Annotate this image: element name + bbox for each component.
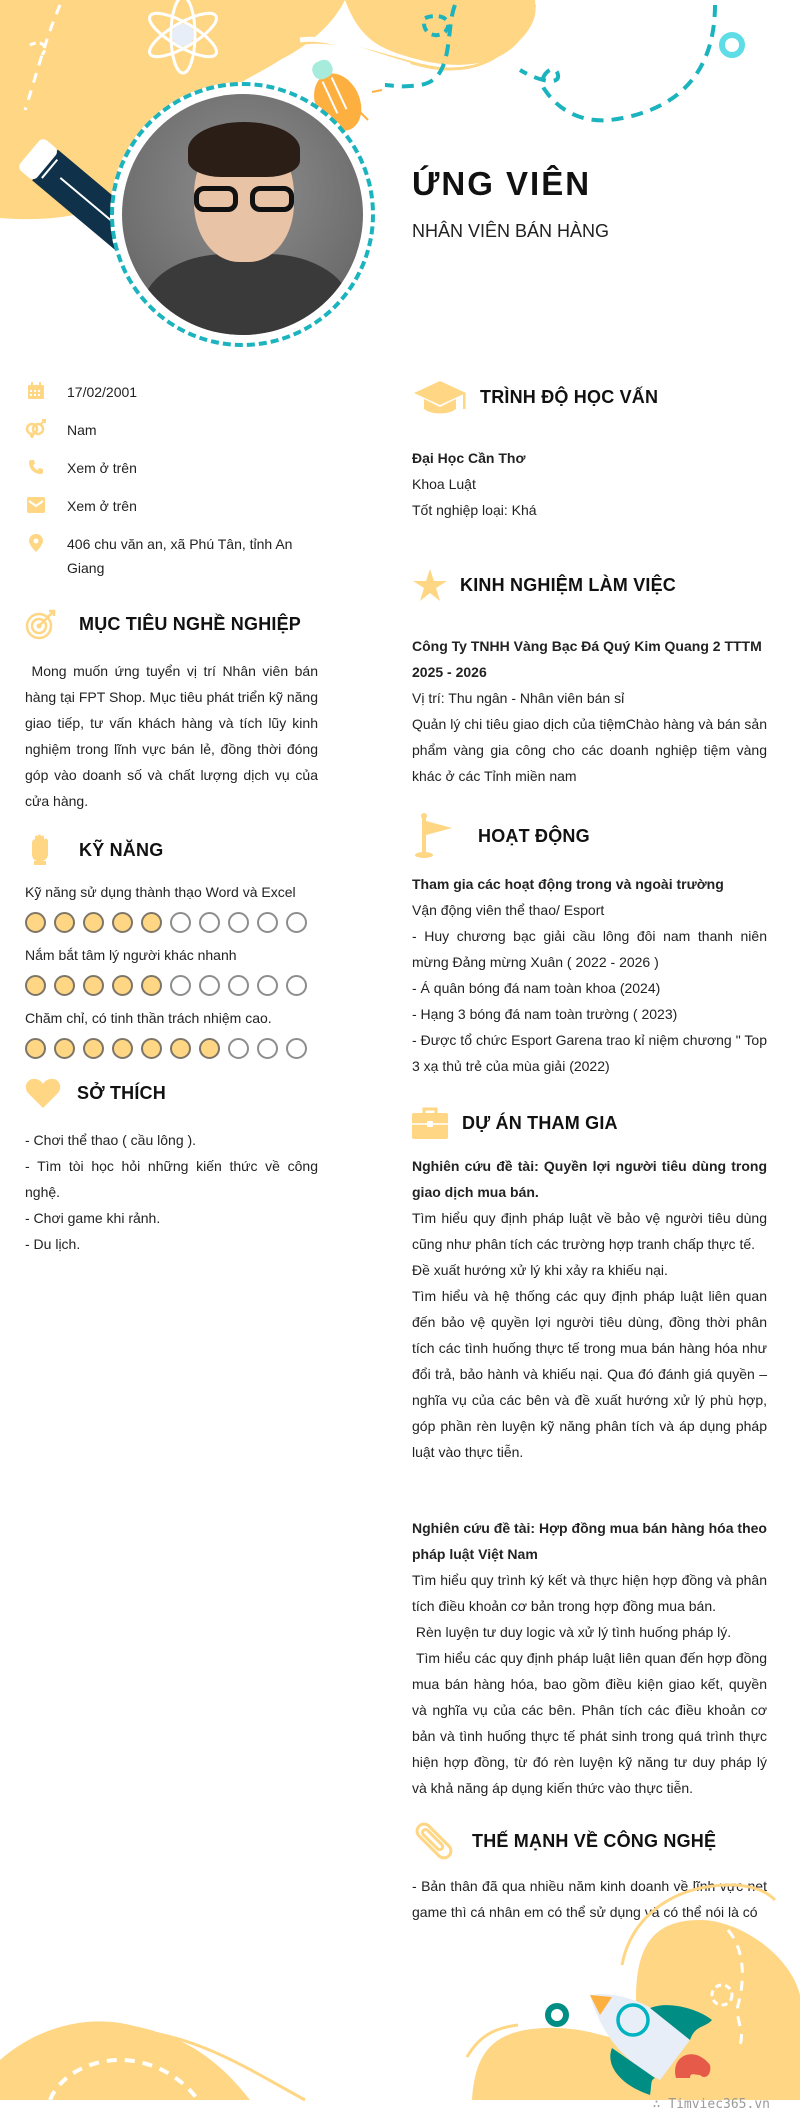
activity-item: - Huy chương bạc giải cầu lông đôi nam thanh niên mừng Đảng mừng Xuân ( 2022 - 2026 ) [412, 928, 767, 970]
projects-section [412, 1101, 771, 1801]
rating-dot-empty [286, 975, 307, 996]
info-phone [25, 456, 318, 480]
rating-dot-filled [141, 1038, 162, 1059]
rating-dot-empty [257, 975, 278, 996]
rating-dot-filled [54, 1038, 75, 1059]
rating-dot-filled [54, 912, 75, 933]
objective-header [25, 602, 318, 646]
activities-header [412, 811, 767, 861]
hobby-item: - Chơi thể thao ( cầu lông ). [25, 1132, 197, 1148]
activities-title: HOẠT ĐỘNG [478, 825, 590, 846]
watermark: ∴ Timviec365.vn [652, 2097, 770, 2112]
rating-dot-filled [83, 1038, 104, 1059]
skill-item [25, 1006, 318, 1059]
major: Khoa Luật [412, 476, 476, 492]
graduation-grade: Tốt nghiệp loại: Khá [412, 502, 537, 518]
job-title: NHÂN VIÊN BÁN HÀNG [412, 221, 610, 241]
skills-section [25, 828, 318, 1059]
activities-heading: Tham gia các hoạt động trong và ngoài trường [412, 876, 724, 892]
rating-dot-filled [25, 912, 46, 933]
info-birthdate [25, 380, 318, 404]
objective-title: MỤC TIÊU NGHỀ NGHIỆP [79, 613, 302, 634]
education-header [412, 375, 767, 419]
tech-strength-text: - Bản thân đã qua nhiều năm kinh doanh về lĩnh vực net game thì cá nhân em có thể sử dụng và có thể nói là có [412, 1878, 767, 1920]
education-title: TRÌNH ĐỘ HỌC VẤN [480, 386, 659, 407]
email-value: Xem ở trên [67, 498, 137, 514]
skill-name: Nắm bắt tâm lý người khác nhanh [25, 947, 237, 963]
school-name: Đại Học Cần Thơ [412, 450, 526, 466]
activity-item: - Hạng 3 bóng đá nam toàn trường ( 2023) [412, 1006, 678, 1022]
name-block [412, 165, 609, 242]
project-item [412, 1153, 767, 1465]
location-pin-icon [25, 532, 47, 554]
rating-dot-filled [54, 975, 75, 996]
rating-dot-empty [257, 1038, 278, 1059]
work-description: Quản lý chi tiêu giao dịch của tiệmChào hàng và bán sản phẩm vàng gia công cho các doanh nghiệp tiệm vàng khác ở các Tỉnh miền nam [412, 716, 767, 784]
footer-decoration [0, 1880, 800, 2125]
education-section [412, 375, 767, 523]
hobby-item: - Chơi game khi rảnh. [25, 1210, 161, 1226]
rating-dot-filled [199, 1038, 220, 1059]
rating-dot-empty [257, 912, 278, 933]
rating-dot-empty [199, 975, 220, 996]
gender-value: Nam [67, 422, 97, 438]
skill-rating [25, 912, 318, 933]
hobbies-header [25, 1071, 318, 1115]
activity-item: - Được tổ chức Esport Garena trao kỉ niệm chương " Top 3 xạ thủ trẻ của mùa giải (2022) [412, 1032, 767, 1074]
graduation-cap-icon [412, 375, 468, 419]
address-value: 406 chu văn an, xã Phú Tân, tỉnh An Giang [67, 536, 293, 576]
candidate-name: ỨNG VIÊN [412, 165, 592, 202]
work-period: 2025 - 2026 [412, 664, 487, 680]
birthdate-value: 17/02/2001 [67, 384, 138, 400]
rating-dot-empty [199, 912, 220, 933]
rating-dot-filled [112, 975, 133, 996]
rating-dot-empty [170, 975, 191, 996]
work-position: Vị trí: Thu ngân - Nhân viên bán sỉ [412, 690, 625, 706]
hobby-item: - Du lịch. [25, 1236, 81, 1252]
tech-strength-title: THẾ MẠNH VỀ CÔNG NGHỆ [472, 1830, 717, 1851]
calendar-icon [25, 380, 47, 402]
project-heading: Nghiên cứu đề tài: Hợp đồng mua bán hàng hóa theo pháp luật Việt Nam [412, 1520, 767, 1562]
experience-section [412, 563, 767, 789]
rating-dot-empty [286, 1038, 307, 1059]
info-email [25, 494, 318, 518]
skill-name: Kỹ năng sử dụng thành thạo Word và Excel [25, 884, 296, 900]
rating-dot-filled [25, 975, 46, 996]
skill-rating [25, 1038, 318, 1059]
rating-dot-empty [170, 912, 191, 933]
flag-icon [412, 811, 456, 861]
personal-info [25, 380, 318, 580]
star-icon [412, 563, 448, 607]
objective-section [25, 602, 322, 814]
profile-photo [122, 94, 363, 335]
skill-rating [25, 975, 318, 996]
project-line: Đề xuất hướng xử lý khi xảy ra khiếu nại. [412, 1262, 668, 1278]
company-name: Công Ty TNHH Vàng Bạc Đá Quý Kim Quang 2 TTTM [412, 638, 762, 654]
objective-text: Mong muốn ứng tuyển vị trí Nhân viên bán hàng tại FPT Shop. Mục tiêu phát triển kỹ năng giao tiếp, tư vấn khách hàng và tích lũy kinh nghiệm trong lĩnh vực bán lẻ, đồng thời đóng góp vào doanh số và chất lượng dịch vụ của cửa hàng. [25, 663, 322, 809]
hand-icon [25, 828, 57, 872]
right-column [412, 375, 771, 1925]
project-line: Tìm hiểu các quy định pháp luật liên quan đến hợp đồng mua bán hàng hóa, bao gồm điều kiện giao kết, quyền và nghĩa vụ của các bên. Phân tích các điều khoản cơ bản và tình huống thực tế phát sinh trong quá trình thực hiện hợp đồng, từ đó rèn luyện kỹ năng tư duy pháp lý và khả năng áp dụng kiến thức vào thực tiễn. [412, 1650, 771, 1796]
rating-dot-filled [83, 912, 104, 933]
project-item [412, 1515, 771, 1801]
rating-dot-empty [228, 975, 249, 996]
hobbies-section [25, 1071, 318, 1257]
heart-icon [25, 1071, 61, 1115]
rating-dot-filled [112, 1038, 133, 1059]
projects-header [412, 1101, 767, 1145]
project-line: Tìm hiểu quy định pháp luật về bảo vệ người tiêu dùng cũng như phân tích các trường hợp tranh chấp thực tế. [412, 1210, 767, 1252]
experience-header [412, 563, 767, 607]
rating-dot-filled [141, 912, 162, 933]
skill-item [25, 943, 318, 996]
skill-name: Chăm chỉ, có tinh thần trách nhiệm cao. [25, 1010, 272, 1026]
projects-title: DỰ ÁN THAM GIA [462, 1112, 618, 1133]
skills-header [25, 828, 318, 872]
project-heading: Nghiên cứu đề tài: Quyền lợi người tiêu dùng trong giao dịch mua bán. [412, 1158, 767, 1200]
info-gender [25, 418, 318, 442]
rating-dot-empty [228, 1038, 249, 1059]
phone-value: Xem ở trên [67, 460, 137, 476]
skills-title: KỸ NĂNG [79, 839, 164, 860]
briefcase-icon [412, 1101, 448, 1145]
activity-item: - Á quân bóng đá nam toàn khoa (2024) [412, 980, 661, 996]
paperclip-icon [412, 1819, 456, 1863]
project-line: Tìm hiểu quy trình ký kết và thực hiện hợp đồng và phân tích điều khoản cơ bản trong hợp đồng mua bán. [412, 1572, 771, 1614]
profile-photo-frame [110, 82, 375, 347]
hobbies-title: SỞ THÍCH [77, 1082, 166, 1103]
activities-section [412, 811, 767, 1079]
left-column [25, 380, 322, 1257]
phone-icon [25, 456, 47, 478]
target-icon [25, 602, 57, 646]
project-line: Rèn luyện tư duy logic và xử lý tình huống pháp lý. [412, 1624, 732, 1640]
activities-role: Vận động viên thể thao/ Esport [412, 902, 605, 918]
gender-icon [25, 418, 47, 440]
project-line: Tìm hiểu và hệ thống các quy định pháp luật liên quan đến bảo vệ quyền lợi người tiêu dùng, đồng thời phân tích các tình huống thực tế trong mua bán hàng hóa như đổi trả, bảo hành và khiếu nại. Qua đó đánh giá quyền – nghĩa vụ của các bên và đề xuất hướng xử lý phù hợp, góp phần rèn luyện kỹ năng phân tích và áp dụng pháp luật vào thực tiễn. [412, 1288, 767, 1460]
experience-title: KINH NGHIỆM LÀM VIỆC [460, 574, 677, 595]
rating-dot-filled [83, 975, 104, 996]
rating-dot-filled [170, 1038, 191, 1059]
rating-dot-empty [286, 912, 307, 933]
email-icon [25, 494, 47, 516]
rating-dot-filled [141, 975, 162, 996]
info-address [25, 532, 318, 580]
rating-dot-empty [228, 912, 249, 933]
hobby-item: - Tìm tòi học hỏi những kiến thức về công nghệ. [25, 1158, 318, 1200]
skill-item [25, 880, 318, 933]
tech-strength-header [412, 1819, 767, 1863]
rating-dot-filled [112, 912, 133, 933]
rating-dot-filled [25, 1038, 46, 1059]
